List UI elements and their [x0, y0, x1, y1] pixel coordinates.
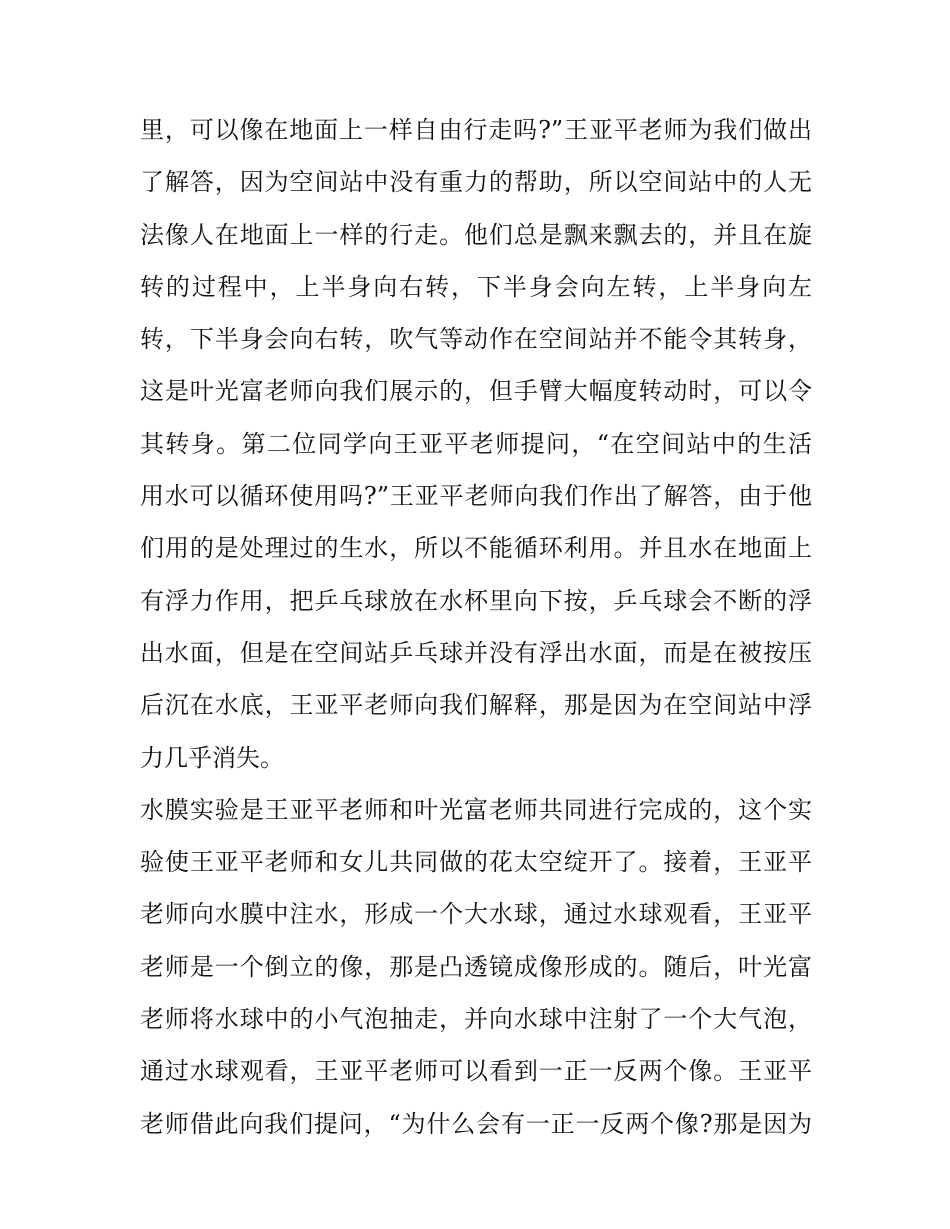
text-line: 了解答，因为空间站中没有重力的帮助，所以空间站中的人无	[140, 168, 812, 197]
text-line: 其转身。第二位同学向王亚平老师提问，“在空间站中的生活	[140, 429, 812, 458]
text-line: 老师将水球中的小气泡抽走，并向水球中注射了一个大气泡，	[140, 1005, 812, 1034]
text-line: 们用的是处理过的生水，所以不能循环利用。并且水在地面上	[140, 534, 812, 563]
text-line: 用水可以循环使用吗?”王亚平老师向我们作出了解答，由于他	[140, 482, 812, 511]
text-line: 通过水球观看，王亚平老师可以看到一正一反两个像。王亚平	[140, 1057, 812, 1086]
text-line: 后沉在水底，王亚平老师向我们解释，那是因为在空间站中浮	[140, 691, 812, 720]
paragraph-last-line: 力几乎消失。	[140, 743, 284, 772]
text-line: 转，下半身会向右转，吹气等动作在空间站并不能令其转身，	[140, 325, 812, 354]
text-line: 老师是一个倒立的像，那是凸透镜成像形成的。随后，叶光富	[140, 952, 812, 981]
text-line: 里，可以像在地面上一样自由行走吗?”王亚平老师为我们做出	[140, 116, 812, 144]
document-body	[140, 104, 812, 1150]
text-line: 出水面，但是在空间站乒乓球并没有浮出水面，而是在被按压	[140, 638, 812, 667]
text-line: 有浮力作用，把乒乓球放在水杯里向下按，乒乓球会不断的浮	[140, 586, 812, 615]
text-line: 转的过程中，上半身向右转，下半身会向左转，上半身向左	[140, 272, 812, 301]
text-line: 老师向水膜中注水，形成一个大水球，通过水球观看，王亚平	[140, 900, 812, 929]
text-line: 老师借此向我们提问，“为什么会有一正一反两个像?那是因为	[140, 1109, 812, 1138]
text-line: 水膜实验是王亚平老师和叶光富老师共同进行完成的，这个实	[140, 795, 812, 824]
text-line: 这是叶光富老师向我们展示的，但手臂大幅度转动时，可以令	[140, 377, 812, 406]
text-line: 验使王亚平老师和女儿共同做的花太空绽开了。接着，王亚平	[140, 848, 812, 877]
text-line: 法像人在地面上一样的行走。他们总是飘来飘去的，并且在旋	[140, 220, 812, 249]
